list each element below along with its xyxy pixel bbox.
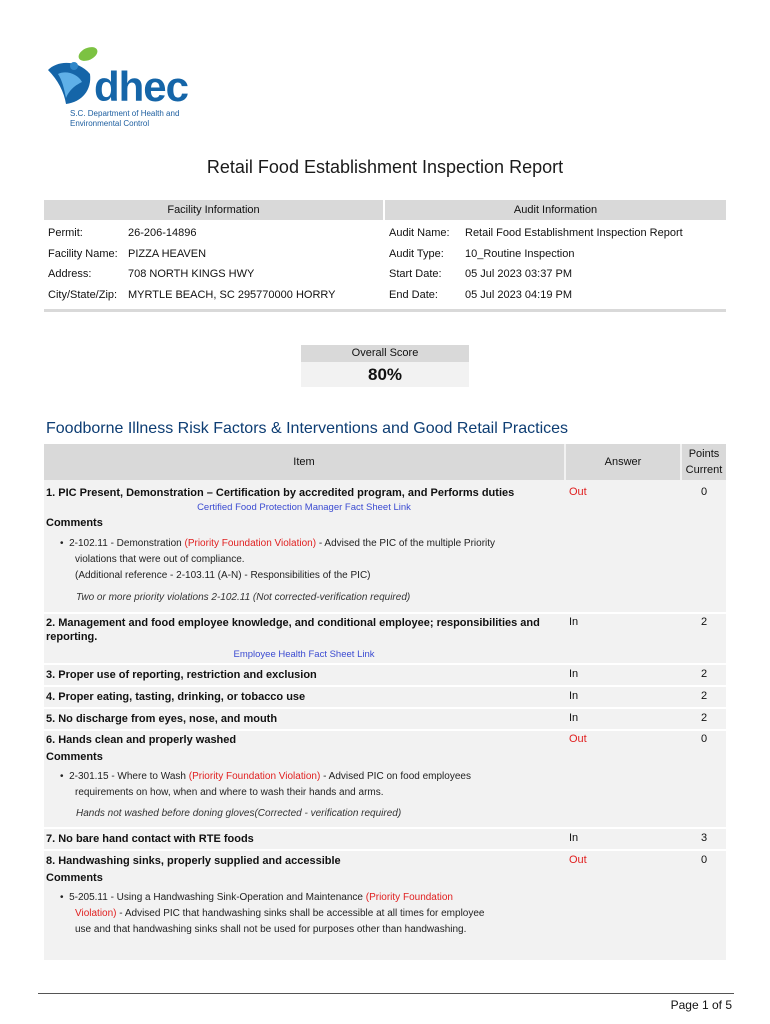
item-2-points: 2 xyxy=(700,616,708,628)
item-8-answer: Out xyxy=(569,854,587,866)
dhec-logo xyxy=(44,44,204,134)
dhec-wordmark: dhec xyxy=(94,63,189,110)
start-date-label: Start Date: xyxy=(389,268,442,280)
item-7-title: 7. No bare hand contact with RTE foods xyxy=(46,833,254,845)
item-5-title: 5. No discharge from eyes, nose, and mouth xyxy=(46,713,278,725)
city-value: MYRTLE BEACH, SC 295770000 HORRY xyxy=(128,289,336,301)
item-6-answer: Out xyxy=(569,733,587,745)
item-1-answer: Out xyxy=(569,486,587,498)
item-4-points: 2 xyxy=(700,690,708,702)
facility-info-header: Facility Information xyxy=(44,200,383,220)
item-6-comment: • 2-301.15 - Where to Wash (Priority Foundation Violation) - Advised PIC on food employees requirements on how, when and where to wash their hands and arms. xyxy=(60,771,471,798)
item-6-points: 0 xyxy=(700,733,708,745)
city-label: City/State/Zip: xyxy=(48,289,118,301)
info-divider xyxy=(44,309,726,312)
item-8-comments-label: Comments xyxy=(46,872,103,884)
info-row-3 xyxy=(44,266,726,282)
item-3-answer: In xyxy=(569,668,579,680)
end-date-label: End Date: xyxy=(389,289,438,301)
col-answer-header: Answer xyxy=(566,444,680,480)
item-1-points: 0 xyxy=(700,486,708,498)
info-block xyxy=(44,200,726,312)
report-title: Retail Food Establishment Inspection Report xyxy=(206,157,564,177)
audit-name-value: Retail Food Establishment Inspection Report xyxy=(465,227,683,239)
audit-type-label: Audit Type: xyxy=(389,248,444,260)
item-1-comment: • 2-102.11 - Demonstration (Priority Foundation Violation) - Advised the PIC of the multiple Priority violations that were out of compliance. (Additional reference - 2-103.11 (A-N) - Responsibilities of the PIC) xyxy=(60,538,496,581)
audit-name-label: Audit Name: xyxy=(389,227,450,239)
item-1-title: 1. PIC Present, Demonstration – Certification by accredited program, and Performs duties xyxy=(46,487,515,499)
footer-divider xyxy=(38,993,734,994)
address-value: 708 NORTH KINGS HWY xyxy=(128,268,255,280)
item-5-points: 2 xyxy=(700,712,708,724)
audit-type-value: 10_Routine Inspection xyxy=(465,248,575,260)
item-5-answer: In xyxy=(569,712,579,724)
info-row-1 xyxy=(44,225,726,241)
row-divider xyxy=(44,707,726,709)
col-item-header: Item xyxy=(44,444,564,480)
row-divider xyxy=(44,612,726,614)
start-date-value: 05 Jul 2023 03:37 PM xyxy=(465,268,573,280)
facility-name-label: Facility Name: xyxy=(48,248,118,260)
item-8-title: 8. Handwashing sinks, properly supplied and accessible xyxy=(46,855,341,867)
dhec-subtitle: S.C. Department of Health and Environmental Control xyxy=(70,109,180,128)
row-divider xyxy=(44,663,726,665)
overall-score-label: Overall Score xyxy=(301,345,469,362)
item-1-fact-sheet-link[interactable]: Certified Food Protection Manager Fact Sheet Link xyxy=(197,502,411,513)
item-1-note: Two or more priority violations 2-102.11 (Not corrected-verification required) xyxy=(76,592,411,603)
item-8-comment: • 5-205.11 - Using a Handwashing Sink-Operation and Maintenance (Priority Foundation Violation) - Advised PIC that handwashing sinks shall be accessible at all times for employee use and that handwashing sinks shall not be used for purposes other than handwashing. xyxy=(60,892,485,935)
item-8-points: 0 xyxy=(700,854,708,866)
item-7-answer: In xyxy=(569,832,579,844)
section-title: Foodborne Illness Risk Factors & Interventions and Good Retail Practices xyxy=(46,420,569,437)
table-header xyxy=(44,444,726,480)
end-date-value: 05 Jul 2023 04:19 PM xyxy=(465,289,573,301)
row-divider xyxy=(44,827,726,829)
page-number: Page 1 of 5 xyxy=(670,998,732,1012)
facility-name-value: PIZZA HEAVEN xyxy=(128,248,207,260)
item-6-title: 6. Hands clean and properly washed xyxy=(46,734,237,746)
row-divider xyxy=(44,849,726,851)
info-row-2 xyxy=(44,246,726,262)
item-1-comments-label: Comments xyxy=(46,517,103,529)
item-4-answer: In xyxy=(569,690,579,702)
item-3-points: 2 xyxy=(700,668,708,680)
item-6-comments-label: Comments xyxy=(46,751,103,763)
item-6-note: Hands not washed before doning gloves(Corrected - verification required) xyxy=(76,808,402,819)
overall-score-box xyxy=(301,345,469,387)
item-7-points: 3 xyxy=(700,832,708,844)
item-2-title: 2. Management and food employee knowledge, and conditional employee; responsibilities and reporting. xyxy=(46,617,540,643)
item-2-answer: In xyxy=(569,616,579,628)
audit-info-header: Audit Information xyxy=(385,200,726,220)
item-4-title: 4. Proper eating, tasting, drinking, or tobacco use xyxy=(46,691,306,703)
row-divider xyxy=(44,685,726,687)
item-2-fact-sheet-link[interactable]: Employee Health Fact Sheet Link xyxy=(233,649,375,660)
col-points-header: Points Current xyxy=(682,444,726,480)
permit-label: Permit: xyxy=(48,227,83,239)
overall-score-value: 80% xyxy=(301,362,469,387)
permit-value: 26-206-14896 xyxy=(128,227,197,239)
item-3-title: 3. Proper use of reporting, restriction and exclusion xyxy=(46,669,317,681)
info-row-4 xyxy=(44,287,726,303)
items-table xyxy=(44,444,726,960)
row-divider xyxy=(44,729,726,731)
address-label: Address: xyxy=(48,268,92,280)
